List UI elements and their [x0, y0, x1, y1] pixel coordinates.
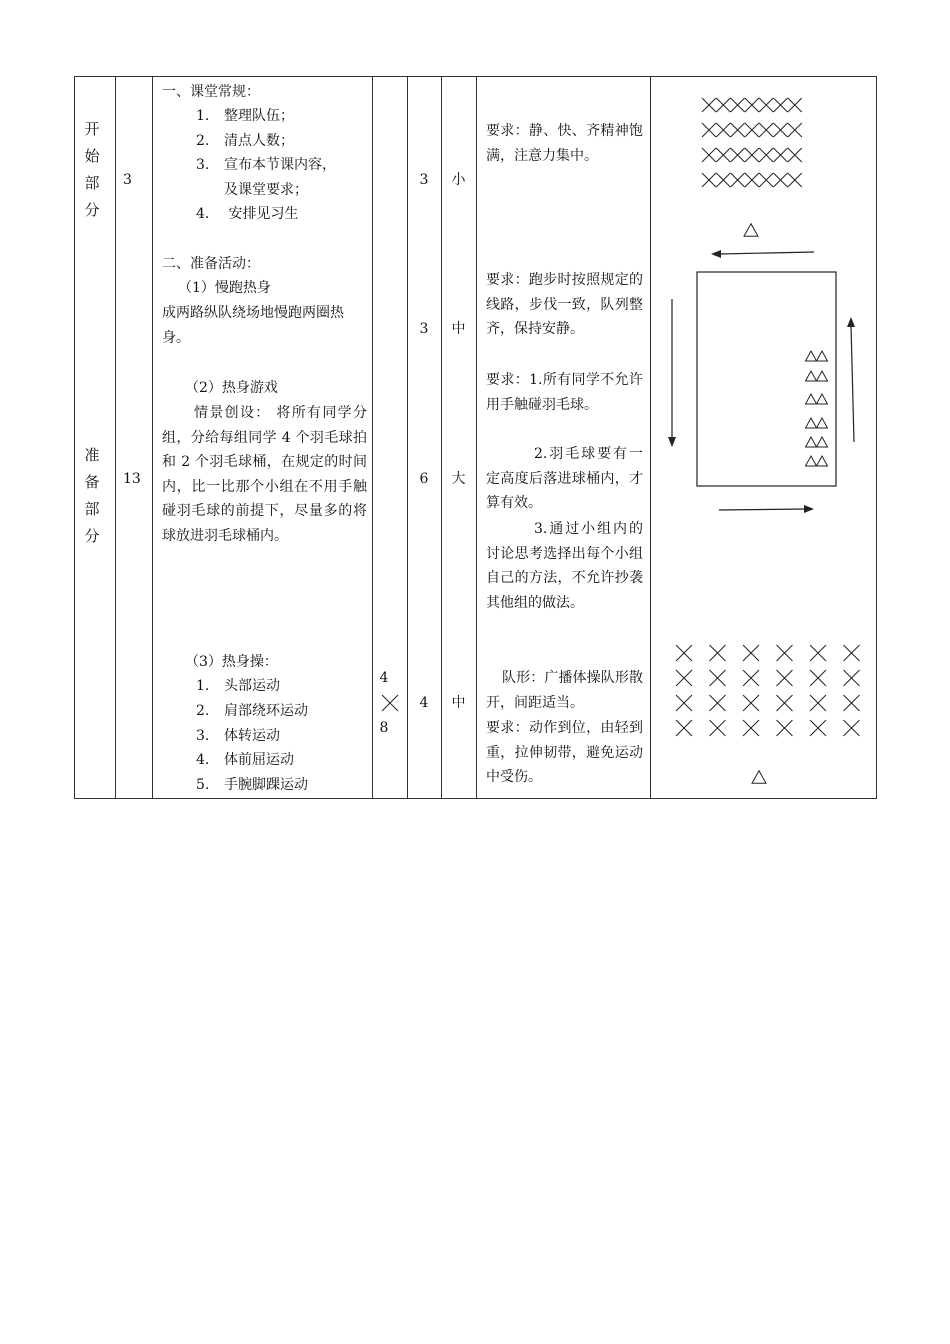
student-cross-icon: [745, 123, 759, 137]
student-cross-icon: [731, 148, 745, 162]
student-cross-icon: [759, 173, 773, 187]
arrow-right-line: [851, 325, 854, 442]
game-times: 6: [419, 471, 429, 487]
student-cross-icon: [745, 98, 759, 112]
item-text: 手腕脚踝运动: [224, 777, 308, 793]
time-prep: 13: [123, 471, 141, 487]
teacher-marker-2: [752, 771, 766, 784]
item-text: 肩部绕环运动: [224, 703, 308, 719]
arrow-top-line: [719, 252, 814, 254]
teacher-triangle-icon: [752, 771, 766, 784]
student-cross-icon: [777, 695, 793, 711]
section-char: 部: [84, 174, 100, 192]
time-start: 3: [123, 172, 132, 188]
col-line-1: [115, 76, 116, 799]
item-number: 5.: [196, 777, 210, 793]
student-cross-icon: [710, 645, 726, 661]
item-text: 体转运动: [224, 728, 280, 744]
student-cross-icon: [676, 695, 692, 711]
student-cross-icon: [844, 720, 860, 736]
student-cross-icon: [716, 148, 730, 162]
student-cross-icon: [745, 173, 759, 187]
student-cross-icon: [788, 98, 802, 112]
student-cross-icon: [844, 695, 860, 711]
item-text: 及课堂要求；: [224, 182, 308, 198]
section-char: 分: [84, 201, 100, 219]
game-title: （2）热身游戏: [185, 380, 278, 396]
arrow-bottom-line: [719, 509, 806, 510]
start-item-1: [196, 104, 294, 129]
exercise-item-3: [196, 724, 280, 749]
section-char: 备: [84, 473, 100, 491]
section-char: 准: [84, 446, 100, 464]
col-line-6: [476, 76, 477, 799]
exercise-reps-bottom: 8: [379, 720, 389, 736]
run-times: 3: [419, 321, 429, 337]
start-times: 3: [419, 172, 429, 188]
student-cross-icon: [743, 670, 759, 686]
exercise-formation-crosses: [676, 645, 860, 736]
student-cross-icon: [676, 670, 692, 686]
student-cross-icon: [710, 720, 726, 736]
item-text: 体前屈运动: [224, 752, 294, 768]
item-number: 4.: [196, 206, 210, 222]
run-desc: 成两路纵队绕场地慢跑两圈热身。: [162, 305, 344, 346]
student-triangle-icon: [817, 418, 828, 428]
student-cross-icon: [777, 720, 793, 736]
item-number: 1.: [196, 678, 210, 694]
student-cross-icon: [710, 670, 726, 686]
student-triangle-icon: [817, 456, 828, 466]
item-text: 清点人数；: [224, 133, 294, 149]
student-triangle-icon: [806, 351, 817, 361]
run-requirement: 要求：跑步时按照规定的线路，步伐一致，队列整齐，保持安静。: [486, 272, 643, 337]
exercise-intensity: 中: [451, 695, 466, 711]
exercise-formation: 队形：广播体操队形散开，间距适当。: [486, 670, 643, 711]
section-char: 部: [84, 500, 100, 518]
student-cross-icon: [731, 98, 745, 112]
item-number: 3.: [196, 728, 210, 744]
item-text: 安排见习生: [224, 206, 299, 222]
start-requirement: 要求：静、快、齐精神饱满，注意力集中。: [486, 123, 643, 164]
reps-multiply-icon: [380, 694, 400, 712]
student-cross-icon: [702, 148, 716, 162]
student-cross-icon: [676, 645, 692, 661]
run-intensity: 中: [451, 321, 466, 337]
student-cross-icon: [844, 670, 860, 686]
student-cross-icon: [788, 123, 802, 137]
student-cross-icon: [743, 720, 759, 736]
start-item-3: [196, 153, 336, 178]
student-cross-icon: [810, 695, 826, 711]
student-cross-icon: [731, 123, 745, 137]
student-cross-icon: [759, 123, 773, 137]
student-cross-icon: [743, 645, 759, 661]
student-triangle-icon: [817, 437, 828, 447]
exercise-item-1: [196, 674, 280, 699]
student-cross-icon: [710, 695, 726, 711]
student-cross-icon: [774, 173, 788, 187]
student-cross-icon: [702, 123, 716, 137]
student-cross-icon: [788, 148, 802, 162]
game-desc: 情景创设： 将所有同学分组，分给每组同学 4 个羽毛球拍和 2 个羽毛球桶，在规定的时间内，比一比那个小组在不用手触碰羽毛球的前提下，尽量多的将球放进羽毛球桶内。: [162, 405, 367, 544]
section-char: 开: [84, 120, 100, 138]
section-char: 分: [84, 527, 100, 545]
exercise-title: （3）热身操：: [185, 654, 278, 670]
start-intensity: 小: [451, 172, 466, 188]
game-req-3: 3.通过小组内的讨论思考选择出每个小组自己的方法，不允许抄袭其他组的做法。: [486, 521, 643, 611]
col-line-2: [152, 76, 153, 799]
item-number: 2.: [196, 703, 210, 719]
item-text: 宣布本节课内容，: [224, 157, 336, 173]
section-label-start: [82, 116, 102, 224]
student-triangle-icon: [817, 371, 828, 381]
col-line-3: [372, 76, 373, 799]
student-cross-icon: [676, 720, 692, 736]
student-cross-icon: [759, 98, 773, 112]
prep-content-title: 二、准备活动：: [162, 256, 260, 272]
student-cross-icon: [844, 645, 860, 661]
game-req-1: 要求：1.所有同学不允许用手触碰羽毛球。: [486, 372, 643, 413]
section-label-prep: [82, 442, 102, 550]
arrow-left-icon: [711, 250, 721, 258]
game-intensity: 大: [451, 471, 466, 487]
start-item-3-cont: [196, 178, 308, 203]
student-triangle-icon: [806, 437, 817, 447]
student-triangle-icon: [806, 456, 817, 466]
student-cross-icon: [777, 670, 793, 686]
teacher-triangle-icon: [744, 224, 758, 237]
exercise-times: 4: [419, 695, 429, 711]
student-cross-icon: [731, 173, 745, 187]
student-cross-icon: [745, 148, 759, 162]
exercise-requirement: 要求：动作到位，由轻到重，拉伸韧带，避免运动中受伤。: [486, 720, 643, 785]
start-content-title: 一、课堂常规：: [162, 84, 260, 100]
running-route: [668, 250, 855, 513]
exercise-item-4: [196, 748, 294, 773]
exercise-item-2: [196, 699, 308, 724]
student-cross-icon: [774, 98, 788, 112]
arrow-down-icon: [668, 437, 676, 447]
item-number: 2.: [196, 133, 210, 149]
student-triangle-icon: [806, 371, 817, 381]
student-cross-icon: [810, 720, 826, 736]
exercise-reps-top: 4: [379, 670, 389, 686]
student-triangle-icon: [817, 351, 828, 361]
student-cross-icon: [716, 98, 730, 112]
exercise-item-5: [196, 773, 308, 798]
item-number: 4.: [196, 752, 210, 768]
col-line-0: [74, 76, 75, 799]
student-cross-icon: [788, 173, 802, 187]
student-cross-icon: [774, 123, 788, 137]
student-cross-icon: [702, 173, 716, 187]
student-cross-icon: [777, 645, 793, 661]
item-text: 头部运动: [224, 678, 280, 694]
arrow-up-icon: [847, 317, 855, 327]
item-text: 整理队伍；: [224, 108, 294, 124]
item-number: 3.: [196, 157, 210, 173]
student-triangle-icon: [806, 394, 817, 404]
student-cross-icon: [774, 148, 788, 162]
student-cross-icon: [743, 695, 759, 711]
arrow-right-icon: [804, 505, 814, 513]
run-title: （1）慢跑热身: [178, 280, 271, 296]
section-char: 始: [84, 147, 100, 165]
student-cross-icon: [716, 123, 730, 137]
student-cross-icon: [716, 173, 730, 187]
student-cross-icon: [702, 98, 716, 112]
student-triangle-icon: [806, 418, 817, 428]
start-item-2: [196, 129, 294, 154]
item-number: 1.: [196, 108, 210, 124]
student-cross-icon: [810, 645, 826, 661]
student-cross-icon: [810, 670, 826, 686]
start-formation-crosses: [702, 98, 802, 187]
teacher-marker-1: [744, 224, 758, 237]
game-req-2: 2.羽毛球要有一定高度后落进球桶内，才算有效。: [486, 446, 643, 511]
student-cross-icon: [759, 148, 773, 162]
student-triangles: [806, 351, 828, 466]
formation-diagram: [651, 77, 877, 797]
start-item-4: [196, 202, 298, 227]
student-triangle-icon: [817, 394, 828, 404]
